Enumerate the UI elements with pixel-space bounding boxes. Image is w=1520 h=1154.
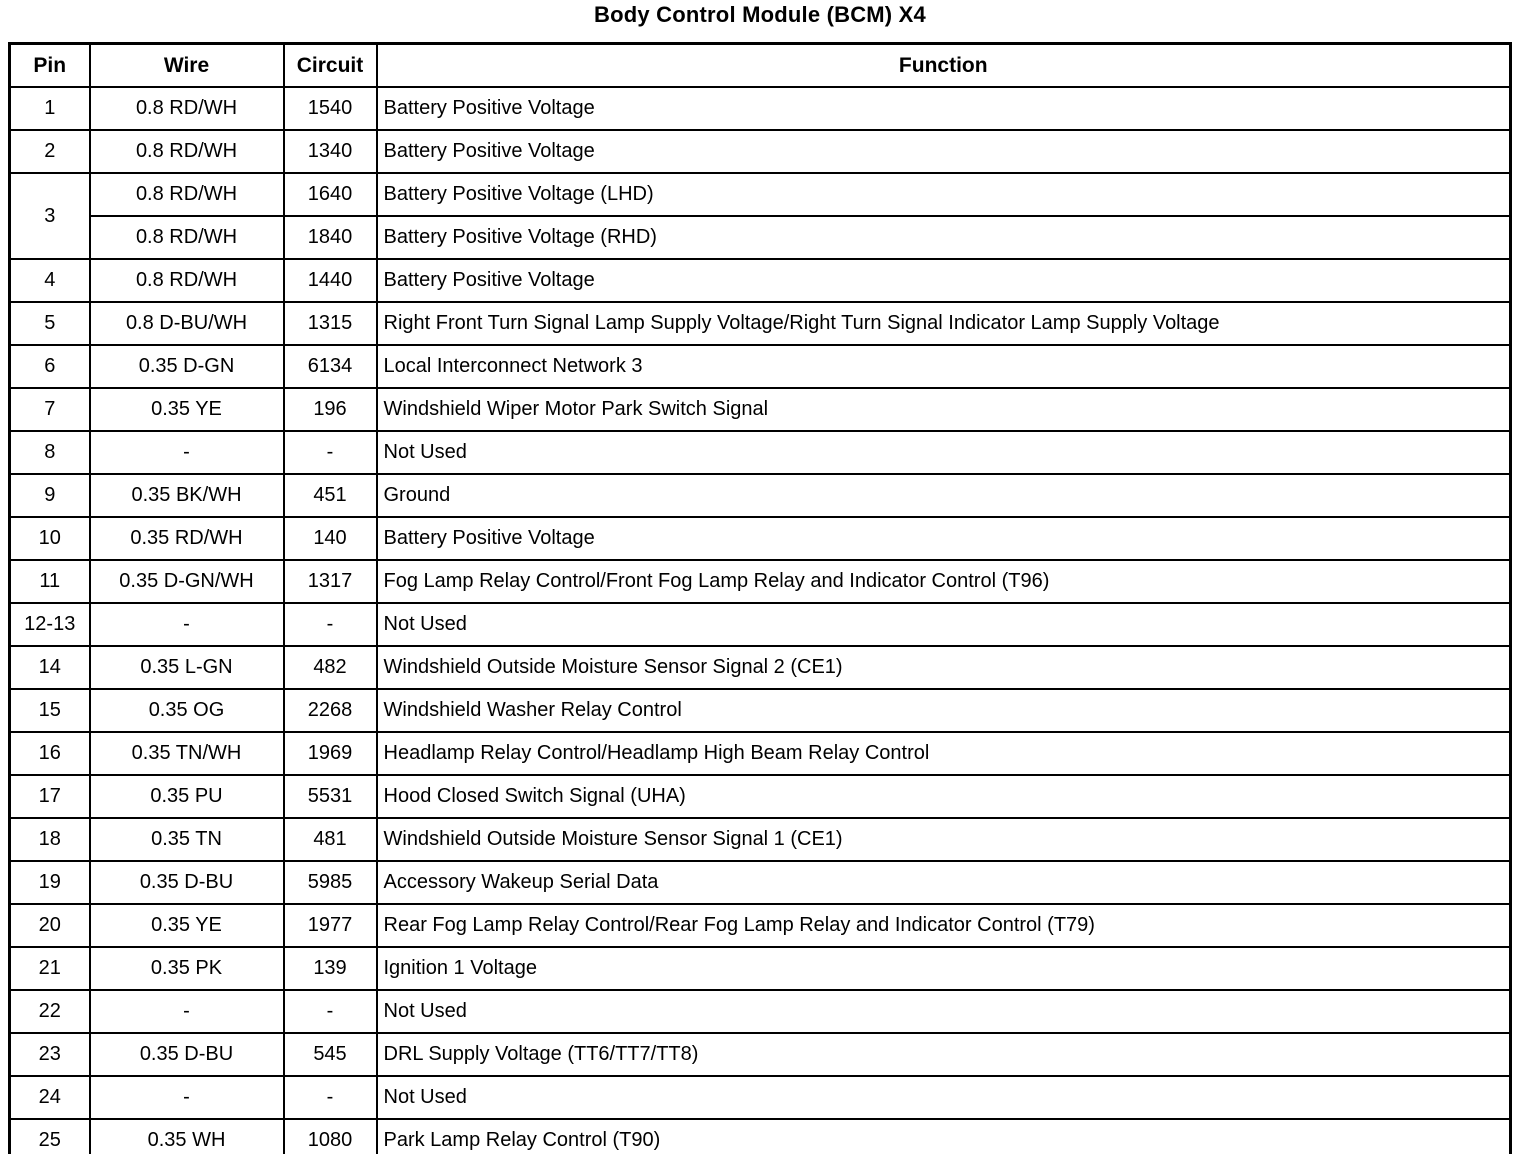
wire-cell: 0.8 RD/WH [90,87,284,130]
function-cell: Windshield Washer Relay Control [377,689,1511,732]
table-header-row [10,44,1511,88]
circuit-cell: 451 [284,474,377,517]
function-cell: Windshield Outside Moisture Sensor Signal 1 (CE1) [377,818,1511,861]
wire-cell: 0.35 WH [90,1119,284,1154]
table-row [10,1119,1511,1154]
column-header-wire: Wire [90,44,284,88]
function-cell: DRL Supply Voltage (TT6/TT7/TT8) [377,1033,1511,1076]
pin-cell: 3 [10,173,90,259]
table-row [10,775,1511,818]
circuit-cell: 1315 [284,302,377,345]
wire-cell: 0.35 D-BU [90,1033,284,1076]
circuit-cell: 1969 [284,732,377,775]
pin-cell: 21 [10,947,90,990]
table-row [10,560,1511,603]
pin-cell: 18 [10,818,90,861]
wire-cell: 0.35 TN/WH [90,732,284,775]
function-cell: Battery Positive Voltage (LHD) [377,173,1511,216]
table-row [10,388,1511,431]
table-row [10,732,1511,775]
function-cell: Battery Positive Voltage (RHD) [377,216,1511,259]
function-cell: Not Used [377,1076,1511,1119]
pin-cell: 1 [10,87,90,130]
function-cell: Fog Lamp Relay Control/Front Fog Lamp Relay and Indicator Control (T96) [377,560,1511,603]
pin-cell: 12-13 [10,603,90,646]
circuit-cell: 5985 [284,861,377,904]
table-row [10,990,1511,1033]
wire-cell: 0.8 RD/WH [90,216,284,259]
wire-cell: 0.35 OG [90,689,284,732]
table-row [10,1033,1511,1076]
wire-cell: 0.35 D-BU [90,861,284,904]
circuit-cell: 1540 [284,87,377,130]
pin-cell: 24 [10,1076,90,1119]
pin-cell: 10 [10,517,90,560]
pinout-table [8,42,1512,1154]
wire-cell: 0.35 YE [90,904,284,947]
circuit-cell: 1340 [284,130,377,173]
wire-cell: 0.35 PU [90,775,284,818]
function-cell: Not Used [377,603,1511,646]
circuit-cell: 140 [284,517,377,560]
table-row [10,345,1511,388]
function-cell: Ground [377,474,1511,517]
pin-cell: 9 [10,474,90,517]
wire-cell: 0.35 PK [90,947,284,990]
pin-cell: 4 [10,259,90,302]
table-row [10,87,1511,130]
table-row [10,603,1511,646]
function-cell: Windshield Wiper Motor Park Switch Signal [377,388,1511,431]
circuit-cell: - [284,990,377,1033]
circuit-cell: 545 [284,1033,377,1076]
circuit-cell: 5531 [284,775,377,818]
table-row [10,689,1511,732]
pin-cell: 7 [10,388,90,431]
function-cell: Hood Closed Switch Signal (UHA) [377,775,1511,818]
pin-cell: 15 [10,689,90,732]
function-cell: Windshield Outside Moisture Sensor Signal 2 (CE1) [377,646,1511,689]
table-row [10,259,1511,302]
wire-cell: 0.35 BK/WH [90,474,284,517]
table-row [10,302,1511,345]
function-cell: Not Used [377,431,1511,474]
circuit-cell: 1977 [284,904,377,947]
wire-cell: 0.35 D-GN [90,345,284,388]
column-header-function: Function [377,44,1511,88]
function-cell: Headlamp Relay Control/Headlamp High Beam Relay Control [377,732,1511,775]
circuit-cell: 1440 [284,259,377,302]
table-row [10,173,1511,216]
wire-cell: 0.35 RD/WH [90,517,284,560]
wire-cell: 0.35 L-GN [90,646,284,689]
function-cell: Battery Positive Voltage [377,87,1511,130]
circuit-cell: 1080 [284,1119,377,1154]
wire-cell: 0.35 YE [90,388,284,431]
pin-cell: 22 [10,990,90,1033]
table-row [10,517,1511,560]
pin-cell: 23 [10,1033,90,1076]
wire-cell: 0.35 TN [90,818,284,861]
function-cell: Not Used [377,990,1511,1033]
pin-cell: 25 [10,1119,90,1154]
circuit-cell: 1640 [284,173,377,216]
wire-cell: - [90,431,284,474]
wire-cell: 0.35 D-GN/WH [90,560,284,603]
circuit-cell: 139 [284,947,377,990]
pin-cell: 19 [10,861,90,904]
table-body [10,87,1511,1154]
table-row [10,216,1511,259]
wire-cell: 0.8 RD/WH [90,173,284,216]
function-cell: Park Lamp Relay Control (T90) [377,1119,1511,1154]
function-cell: Battery Positive Voltage [377,517,1511,560]
table-row [10,861,1511,904]
pin-cell: 8 [10,431,90,474]
wire-cell: - [90,603,284,646]
pin-cell: 6 [10,345,90,388]
wire-cell: 0.8 RD/WH [90,130,284,173]
circuit-cell: 6134 [284,345,377,388]
table-row [10,130,1511,173]
circuit-cell: - [284,431,377,474]
pin-cell: 14 [10,646,90,689]
function-cell: Right Front Turn Signal Lamp Supply Voltage/Right Turn Signal Indicator Lamp Supply Voltage [377,302,1511,345]
table-row [10,818,1511,861]
circuit-cell: - [284,603,377,646]
table-row [10,431,1511,474]
function-cell: Battery Positive Voltage [377,259,1511,302]
wire-cell: 0.8 D-BU/WH [90,302,284,345]
column-header-circuit: Circuit [284,44,377,88]
pin-cell: 5 [10,302,90,345]
circuit-cell: 2268 [284,689,377,732]
pin-cell: 20 [10,904,90,947]
circuit-cell: 196 [284,388,377,431]
table-row [10,646,1511,689]
pin-cell: 16 [10,732,90,775]
table-row [10,904,1511,947]
pin-cell: 2 [10,130,90,173]
circuit-cell: 1840 [284,216,377,259]
circuit-cell: 1317 [284,560,377,603]
column-header-pin: Pin [10,44,90,88]
circuit-cell: 482 [284,646,377,689]
function-cell: Local Interconnect Network 3 [377,345,1511,388]
circuit-cell: - [284,1076,377,1119]
function-cell: Ignition 1 Voltage [377,947,1511,990]
table-row [10,1076,1511,1119]
table-row [10,474,1511,517]
wire-cell: 0.8 RD/WH [90,259,284,302]
function-cell: Battery Positive Voltage [377,130,1511,173]
function-cell: Accessory Wakeup Serial Data [377,861,1511,904]
pin-cell: 17 [10,775,90,818]
wire-cell: - [90,990,284,1033]
wire-cell: - [90,1076,284,1119]
table-row [10,947,1511,990]
page-title: Body Control Module (BCM) X4 [594,2,926,27]
pin-cell: 11 [10,560,90,603]
circuit-cell: 481 [284,818,377,861]
function-cell: Rear Fog Lamp Relay Control/Rear Fog Lamp Relay and Indicator Control (T79) [377,904,1511,947]
